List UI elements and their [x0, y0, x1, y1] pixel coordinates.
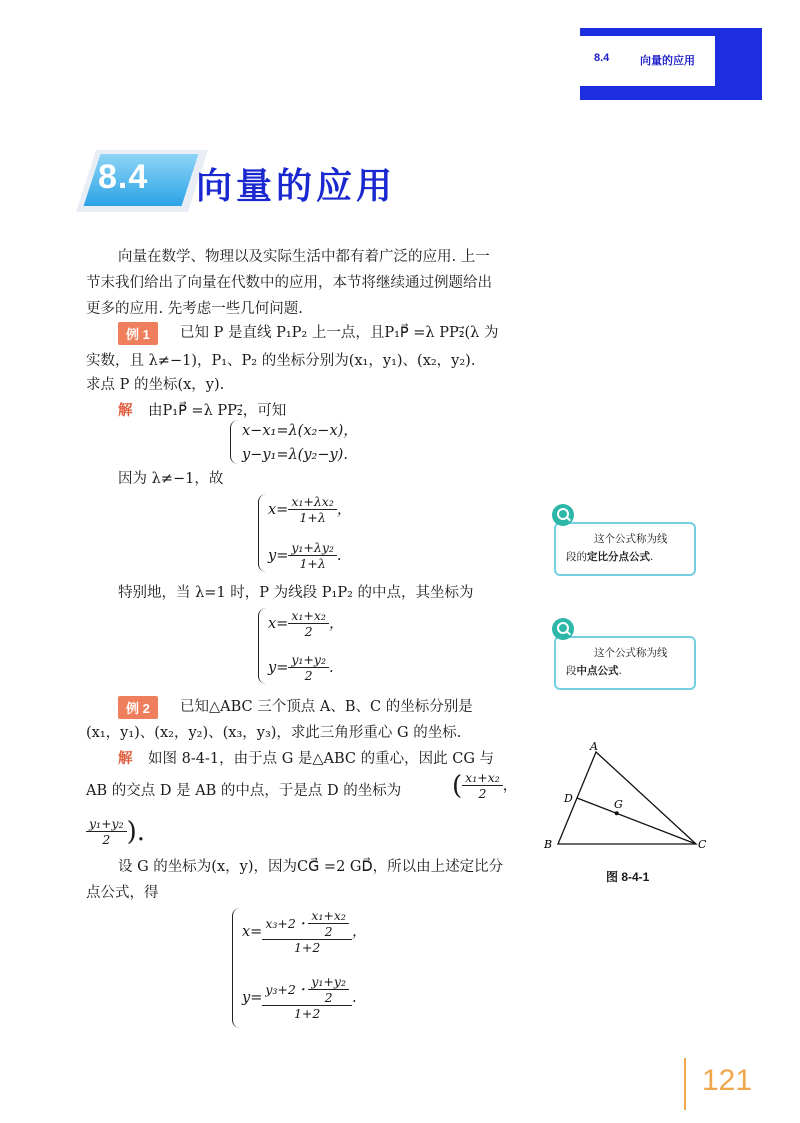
section-title: 向量的应用: [196, 165, 397, 206]
system-2-eq-2: [268, 540, 342, 571]
system-2-eq-1-end: ，: [336, 501, 352, 518]
fraction-denominator: 1+2: [293, 1006, 321, 1021]
fraction-denominator: 2: [304, 668, 313, 683]
system-3-eq-2: [268, 652, 334, 683]
note-2-post: .: [618, 665, 622, 677]
system-4-eq-1-fraction: [262, 908, 352, 955]
system-2-eq-1-lhs: x=: [268, 501, 289, 518]
median-cd: [577, 798, 696, 844]
system-3-eq-1-fraction: [288, 608, 329, 639]
system-4-eq-1-lhs: x=: [242, 923, 263, 940]
inner-fraction: [308, 908, 349, 939]
fraction-numerator: y₁+y₂: [86, 816, 127, 832]
system-3-eq-1-end: ，: [328, 615, 344, 632]
system-3-eq-1-lhs: x=: [268, 615, 289, 632]
intro-line-3: 更多的应用. 先考虑一些几何问题.: [86, 301, 303, 317]
fraction-denominator: 1+2: [293, 940, 321, 955]
note-1-line-1: 这个公式称为线: [594, 533, 668, 545]
system-3-eq-2-end: .: [328, 659, 334, 676]
inner-fraction: [308, 974, 349, 1005]
example-2-line-2: (x₁，y₁)、(x₂，y₂)、(x₃，y₃)，求此三角形重心 G 的坐标.: [86, 725, 462, 741]
note-1-pre: 段的: [566, 551, 587, 563]
numerator-lead: y₃+2・: [265, 982, 309, 997]
fraction-denominator: 2: [304, 624, 313, 639]
note-2-line-1: 这个公式称为线: [594, 647, 668, 659]
example-1-solution-label: 解: [118, 402, 133, 419]
system-2-eq-1: [268, 494, 351, 525]
triangle-figure: [540, 740, 720, 860]
example-2-line-g1: 设 G 的坐标为(x，y)，因为CG⃗ =2 GD⃗，所以由上述定比分: [118, 859, 504, 875]
system-2-eq-2-fraction: [288, 540, 337, 571]
system-1-eq-1: x−x₁=λ(x₂−x)，: [242, 423, 358, 439]
system-4-brace: [232, 908, 241, 1028]
note-1-line-2: [566, 548, 653, 566]
fraction-numerator: x₁+λx₂: [288, 494, 337, 510]
magnifier-icon: [552, 618, 574, 640]
note-1-post: .: [650, 551, 654, 563]
system-2-eq-2-end: .: [336, 547, 342, 564]
midpoint-x: [452, 770, 517, 801]
fraction-denominator: 2: [324, 990, 333, 1005]
fraction-numerator: [262, 908, 352, 940]
example-2-solution-line-2: AB 的交点 D 是 AB 的中点，于是点 D 的坐标为: [86, 783, 402, 799]
intro-line-1: 向量在数学、物理以及实际生活中都有着广泛的应用. 上一: [118, 249, 490, 265]
midpoint-y-fraction: [86, 816, 127, 847]
example-2-line-g2: 点公式，得: [86, 885, 159, 901]
figure-caption: 图 8-4-1: [606, 870, 650, 884]
example-1-line-2: 实数，且 λ≠−1)，P₁、P₂ 的坐标分别为(x₁，y₁)、(x₂，y₂).: [86, 353, 476, 369]
comma: ，: [502, 777, 518, 794]
midpoint-y: [86, 816, 145, 847]
system-4-eq-1-end: ，: [351, 923, 367, 940]
fraction-numerator: y₁+y₂: [288, 652, 329, 668]
system-2-eq-2-lhs: y=: [268, 547, 289, 564]
fraction-numerator: y₁+λy₂: [288, 540, 337, 556]
header-section-title: 向量的应用: [640, 55, 695, 67]
note-2-term: 中点公式: [576, 665, 619, 677]
system-1-eq-2: y−y₁=λ(y₂−y).: [242, 447, 348, 463]
example-1-tag: 例 1: [118, 322, 158, 345]
fraction-denominator: 2: [102, 832, 111, 847]
paren-close: ).: [126, 816, 146, 847]
note-1-term: 定比分点公式: [587, 551, 650, 563]
because-line: 因为 λ≠−1，故: [118, 471, 224, 487]
fraction-denominator: 2: [324, 924, 333, 939]
fraction-numerator: x₁+x₂: [308, 908, 349, 924]
system-4-eq-2-end: .: [351, 989, 357, 1006]
label-a: A: [590, 740, 598, 753]
fraction-numerator: y₁+y₂: [308, 974, 349, 990]
label-c: C: [698, 838, 707, 851]
label-g: G: [614, 798, 623, 811]
fraction-denominator: 1+λ: [299, 556, 326, 571]
page-number-divider: [684, 1058, 686, 1110]
system-3-eq-2-lhs: y=: [268, 659, 289, 676]
system-2-eq-1-fraction: [288, 494, 337, 525]
example-2-tag: 例 2: [118, 696, 158, 719]
fraction-numerator: x₁+x₂: [462, 770, 503, 786]
magnifier-icon: [552, 504, 574, 526]
example-2-solution-line-1: 如图 8-4-1，由于点 G 是△ABC 的重心，因此 CG 与: [148, 751, 495, 767]
example-1-solution-line-1: 由P₁P⃗ =λ PP₂⃗，可知: [148, 403, 287, 419]
example-1-line-1: 已知 P 是直线 P₁P₂ 上一点，且P₁P⃗ =λ PP₂⃗(λ 为: [180, 325, 499, 341]
label-d: D: [564, 792, 573, 805]
system-3-brace: [258, 608, 267, 684]
system-1-brace: [230, 420, 239, 464]
example-2-solution-label: 解: [118, 750, 133, 767]
system-2-brace: [258, 494, 267, 572]
numerator-lead: x₃+2・: [265, 916, 309, 931]
special-case-line: 特别地，当 λ=1 时，P 为线段 P₁P₂ 的中点，其坐标为: [118, 585, 474, 601]
fraction-numerator: [262, 974, 352, 1006]
system-4-eq-1: [242, 908, 366, 955]
system-4-eq-2: [242, 974, 357, 1021]
paren-open: (: [452, 770, 463, 801]
system-3-eq-2-fraction: [288, 652, 329, 683]
system-3-eq-1: [268, 608, 343, 639]
label-b: B: [544, 838, 553, 851]
section-number: 8.4: [98, 158, 149, 196]
intro-line-2: 节末我们给出了向量在代数中的应用，本节将继续通过例题给出: [86, 275, 492, 291]
fraction-numerator: x₁+x₂: [288, 608, 329, 624]
midpoint-x-fraction: [462, 770, 503, 801]
note-2-pre: 段: [566, 665, 577, 677]
fraction-denominator: 1+λ: [299, 510, 326, 525]
page-number: 121: [702, 1064, 753, 1097]
header-section-number: 8.4: [594, 52, 610, 64]
system-4-eq-2-lhs: y=: [242, 989, 263, 1006]
example-2-line-1: 已知△ABC 三个顶点 A、B、C 的坐标分别是: [180, 699, 473, 715]
centroid-point: [615, 811, 619, 815]
fraction-denominator: 2: [478, 786, 487, 801]
note-2-line-2: [566, 662, 622, 680]
system-4-eq-2-fraction: [262, 974, 352, 1021]
example-1-line-3: 求点 P 的坐标(x，y).: [86, 377, 225, 393]
